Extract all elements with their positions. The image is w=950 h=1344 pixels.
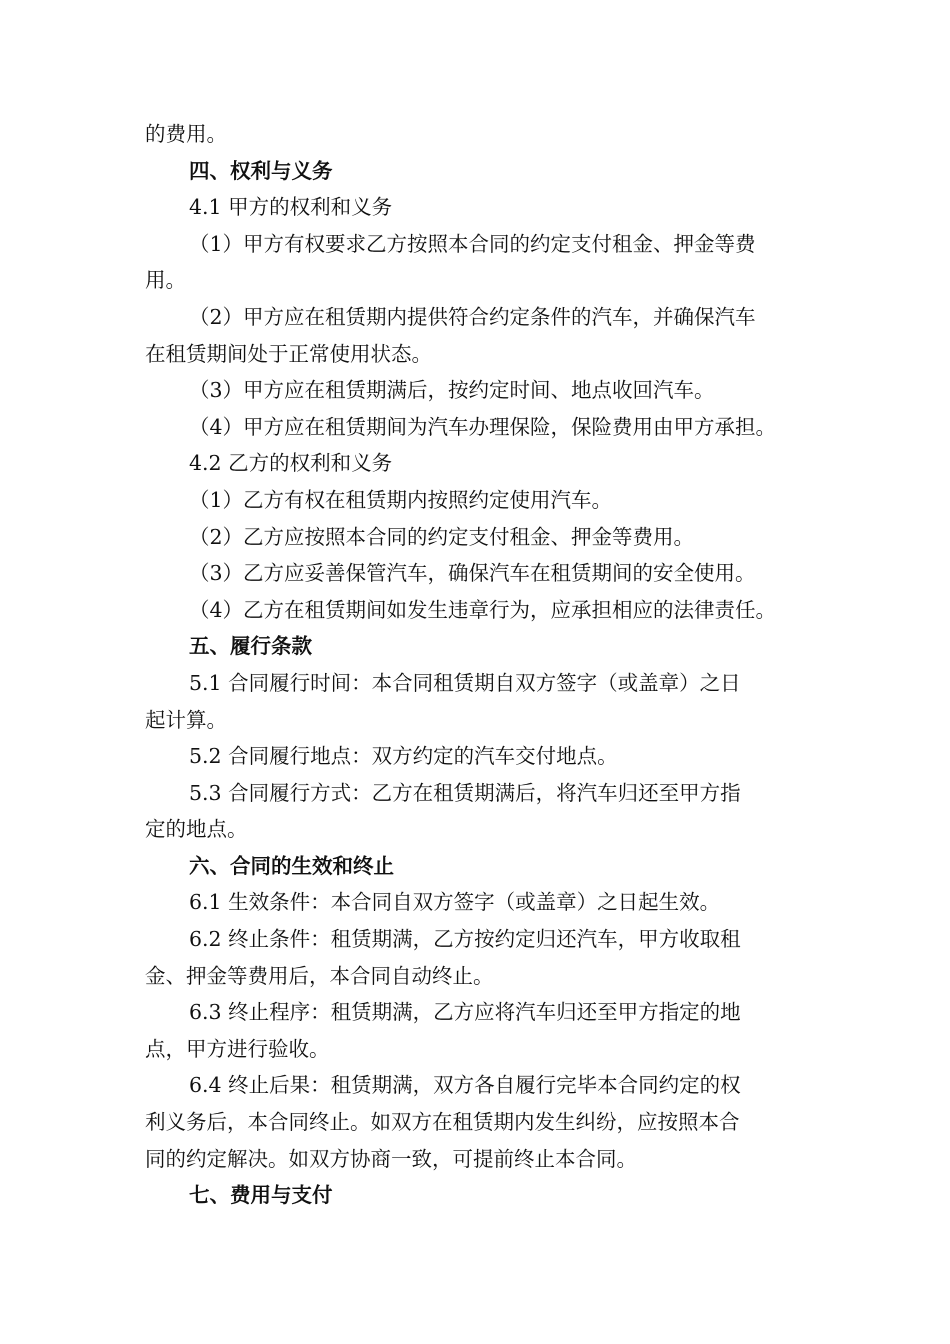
clause-continuation: 点，甲方进行验收。 xyxy=(145,1036,330,1061)
item-line: （3）乙方应妥善保管汽车，确保汽车在租赁期间的安全使用。 xyxy=(189,561,756,586)
clause-line: 6.1 生效条件：本合同自双方签字（或盖章）之日起生效。 xyxy=(189,890,721,915)
clause-continuation: 起计算。 xyxy=(145,707,227,732)
item-line: （2）乙方应按照本合同的约定支付租金、押金等费用。 xyxy=(189,524,695,549)
clause-continuation: 定的地点。 xyxy=(145,817,248,842)
clause-continuation: 利义务后，本合同终止。如双方在租赁期内发生纠纷，应按照本合 xyxy=(145,1110,740,1135)
section-heading: 七、费用与支付 xyxy=(189,1183,333,1208)
item-line: （2）甲方应在租赁期内提供符合约定条件的汽车，并确保汽车 xyxy=(189,304,756,329)
clause-line: 6.2 终止条件：租赁期满，乙方按约定归还汽车，甲方收取租 xyxy=(189,927,741,952)
clause-line: 6.3 终止程序：租赁期满，乙方应将汽车归还至甲方指定的地 xyxy=(189,1000,741,1025)
section-heading: 四、权利与义务 xyxy=(189,158,333,183)
clause-line: 5.1 合同履行时间：本合同租赁期自双方签字（或盖章）之日 xyxy=(189,670,741,695)
item-line: （1）乙方有权在租赁期内按照约定使用汽车。 xyxy=(189,487,613,512)
clause-line: 5.2 合同履行地点：双方约定的汽车交付地点。 xyxy=(189,744,618,769)
item-continuation: 用。 xyxy=(145,268,186,293)
text-line: 的费用。 xyxy=(145,122,227,146)
item-continuation: 在租赁期间处于正常使用状态。 xyxy=(145,341,432,366)
item-line: （4）乙方在租赁期间如发生违章行为，应承担相应的法律责任。 xyxy=(189,597,777,622)
item-line: （1）甲方有权要求乙方按照本合同的约定支付租金、押金等费 xyxy=(189,231,756,256)
item-line: （4）甲方应在租赁期间为汽车办理保险，保险费用由甲方承担。 xyxy=(189,414,777,439)
clause-line: 6.4 终止后果：租赁期满，双方各自履行完毕本合同约定的权 xyxy=(189,1073,741,1098)
clause-continuation: 金、押金等费用后，本合同自动终止。 xyxy=(145,963,494,988)
section-heading: 五、履行条款 xyxy=(189,634,312,659)
clause-line: 4.1 甲方的权利和义务 xyxy=(189,195,393,220)
clause-continuation: 同的约定解决。如双方协商一致，可提前终止本合同。 xyxy=(145,1146,637,1171)
section-heading: 六、合同的生效和终止 xyxy=(189,853,394,878)
clause-line: 4.2 乙方的权利和义务 xyxy=(189,451,393,476)
clause-line: 5.3 合同履行方式：乙方在租赁期满后，将汽车归还至甲方指 xyxy=(189,780,741,805)
item-line: （3）甲方应在租赁期满后，按约定时间、地点收回汽车。 xyxy=(189,378,715,403)
